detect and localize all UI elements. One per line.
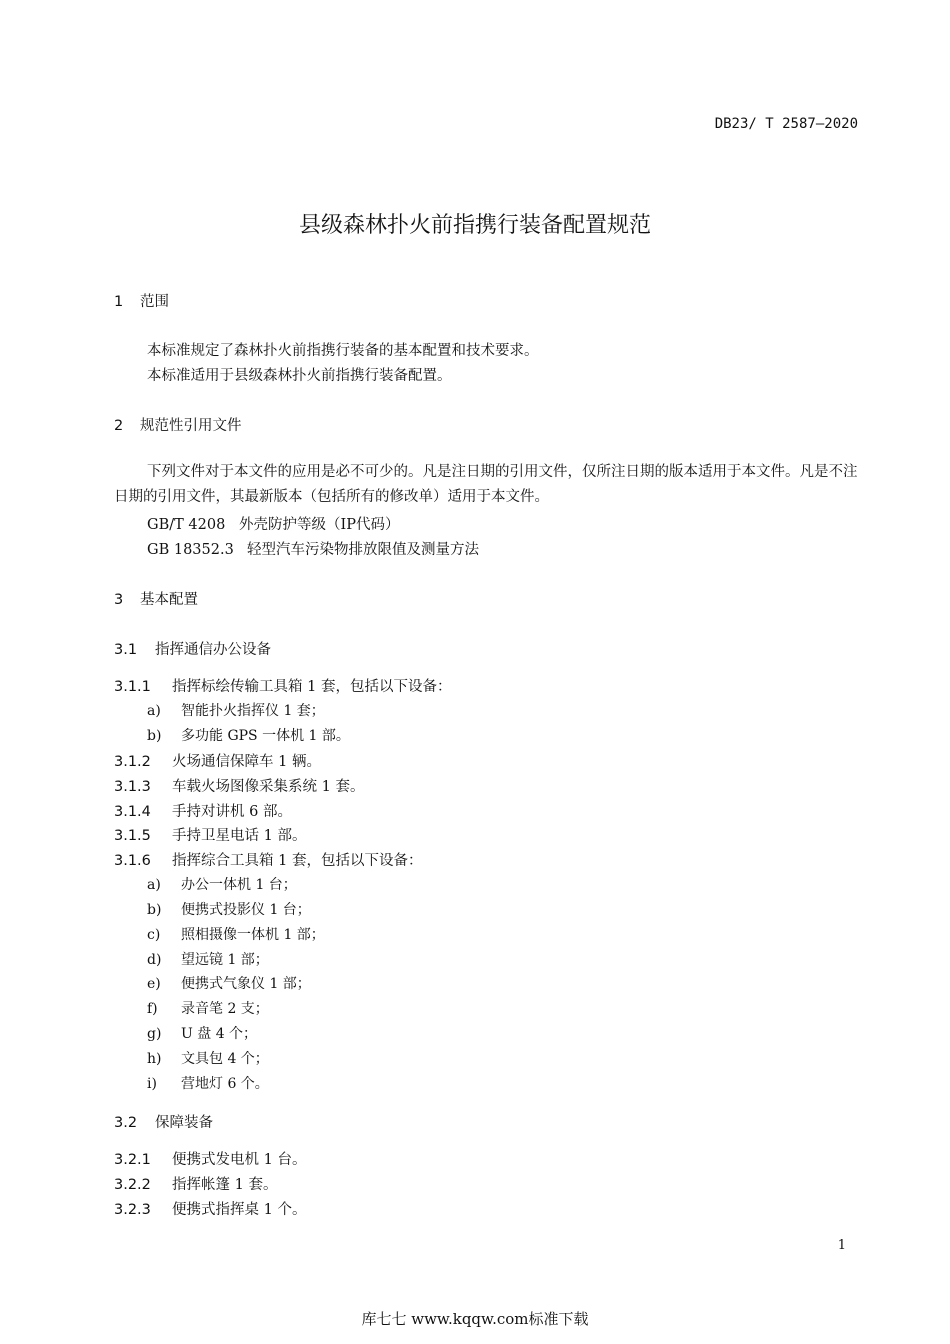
clause-item xyxy=(114,1198,306,1219)
list-item xyxy=(147,1048,269,1068)
clause-number: 3.1.4 xyxy=(114,804,151,820)
paragraph: 本标准规定了森林扑火前指携行装备的基本配置和技术要求。 xyxy=(147,343,539,359)
list-marker: a) xyxy=(147,877,161,893)
clause-number: 3.1.1 xyxy=(114,679,151,695)
clause-number: 3.1.2 xyxy=(114,754,151,770)
list-item xyxy=(147,874,297,894)
document-number: DB23/ T 2587—2020 xyxy=(714,116,858,132)
list-text: 便携式投影仪 1 台； xyxy=(181,902,311,918)
list-marker: c) xyxy=(147,927,161,943)
reference-item xyxy=(147,513,399,534)
clause-item xyxy=(114,675,451,696)
subsection-3-2-heading xyxy=(114,1111,213,1132)
clause-item xyxy=(114,1173,277,1194)
list-text: 便携式气象仪 1 部； xyxy=(181,976,311,992)
list-text: 文具包 4 个； xyxy=(181,1051,269,1067)
subsection-number: 3.1 xyxy=(114,642,138,658)
list-text: 智能扑火指挥仪 1 套； xyxy=(181,703,325,719)
list-text: 录音笔 2 支； xyxy=(181,1001,269,1017)
list-marker: g) xyxy=(147,1026,162,1042)
reference-code: GB/T 4208 xyxy=(147,517,226,533)
subsection-number: 3.2 xyxy=(114,1115,138,1131)
document-title: 县级森林扑火前指携行装备配置规范 xyxy=(298,213,651,238)
clause-item xyxy=(114,775,364,796)
clause-item xyxy=(114,800,292,821)
list-item xyxy=(147,700,325,720)
reference-code: GB 18352.3 xyxy=(147,542,234,558)
section-title: 范围 xyxy=(140,294,169,310)
list-text: 多功能 GPS 一体机 1 部。 xyxy=(181,728,350,744)
clause-text: 便携式指挥桌 1 个。 xyxy=(172,1202,307,1218)
list-text: 望远镜 1 部； xyxy=(181,952,269,968)
section-number: 2 xyxy=(114,418,124,434)
footer-watermark[interactable]: 库七七 www.kqqw.com标准下载 xyxy=(361,1310,589,1328)
clause-text: 火场通信保障车 1 辆。 xyxy=(172,754,321,770)
paragraph: 本标准适用于县级森林扑火前指携行装备配置。 xyxy=(147,368,452,384)
list-marker: f) xyxy=(147,1001,158,1017)
section-number: 3 xyxy=(114,592,124,608)
page-number: 1 xyxy=(837,1238,846,1253)
subsection-3-1-heading xyxy=(114,638,271,659)
clause-number: 3.1.5 xyxy=(114,828,151,844)
list-marker: h) xyxy=(147,1051,162,1067)
list-item xyxy=(147,973,311,993)
clause-number: 3.1.6 xyxy=(114,853,151,869)
subsection-title: 指挥通信办公设备 xyxy=(155,642,271,658)
clause-item xyxy=(114,750,321,771)
list-text: 营地灯 6 个。 xyxy=(181,1076,269,1092)
clause-text: 指挥标绘传输工具箱 1 套，包括以下设备： xyxy=(172,679,452,695)
clause-item xyxy=(114,824,306,845)
normative-references-paragraph: 下列文件对于本文件的应用是必不可少的。凡是注日期的引用文件，仅所注日期的版本适用于本文件。凡是不注日期的引用文件，其最新版本（包括所有的修改单）适用于本文件。 xyxy=(114,464,858,505)
clause-text: 指挥帐篷 1 套。 xyxy=(172,1177,278,1193)
list-marker: i) xyxy=(147,1076,157,1092)
list-item xyxy=(147,1023,257,1043)
clause-number: 3.2.3 xyxy=(114,1202,151,1218)
list-item xyxy=(147,1073,269,1093)
reference-title: 轻型汽车污染物排放限值及测量方法 xyxy=(247,542,479,558)
list-text: U 盘 4 个； xyxy=(181,1026,258,1042)
clause-text: 车载火场图像采集系统 1 套。 xyxy=(172,779,365,795)
clause-text: 便携式发电机 1 台。 xyxy=(172,1152,307,1168)
section-title: 规范性引用文件 xyxy=(140,418,242,434)
clause-text: 手持对讲机 6 部。 xyxy=(172,804,292,820)
clause-text: 指挥综合工具箱 1 套，包括以下设备： xyxy=(172,853,423,869)
list-item xyxy=(147,725,350,745)
section-title: 基本配置 xyxy=(140,592,198,608)
list-marker: e) xyxy=(147,976,161,992)
section-3-heading xyxy=(114,588,198,609)
clause-number: 3.2.1 xyxy=(114,1152,151,1168)
list-item xyxy=(147,924,325,944)
list-marker: d) xyxy=(147,952,162,968)
list-item xyxy=(147,998,269,1018)
clause-number: 3.1.3 xyxy=(114,779,151,795)
list-marker: a) xyxy=(147,703,161,719)
list-item xyxy=(147,899,311,919)
section-2-heading xyxy=(114,414,242,435)
reference-title: 外壳防护等级（IP代码） xyxy=(239,517,400,533)
subsection-title: 保障装备 xyxy=(155,1115,213,1131)
list-marker: b) xyxy=(147,728,162,744)
list-item xyxy=(147,949,269,969)
section-number: 1 xyxy=(114,294,124,310)
section-1-heading xyxy=(114,290,169,311)
list-text: 办公一体机 1 台； xyxy=(181,877,297,893)
list-text: 照相摄像一体机 1 部； xyxy=(181,927,325,943)
clause-number: 3.2.2 xyxy=(114,1177,151,1193)
clause-item xyxy=(114,849,422,870)
clause-text: 手持卫星电话 1 部。 xyxy=(172,828,307,844)
reference-item xyxy=(147,538,479,559)
clause-item xyxy=(114,1148,306,1169)
list-marker: b) xyxy=(147,902,162,918)
